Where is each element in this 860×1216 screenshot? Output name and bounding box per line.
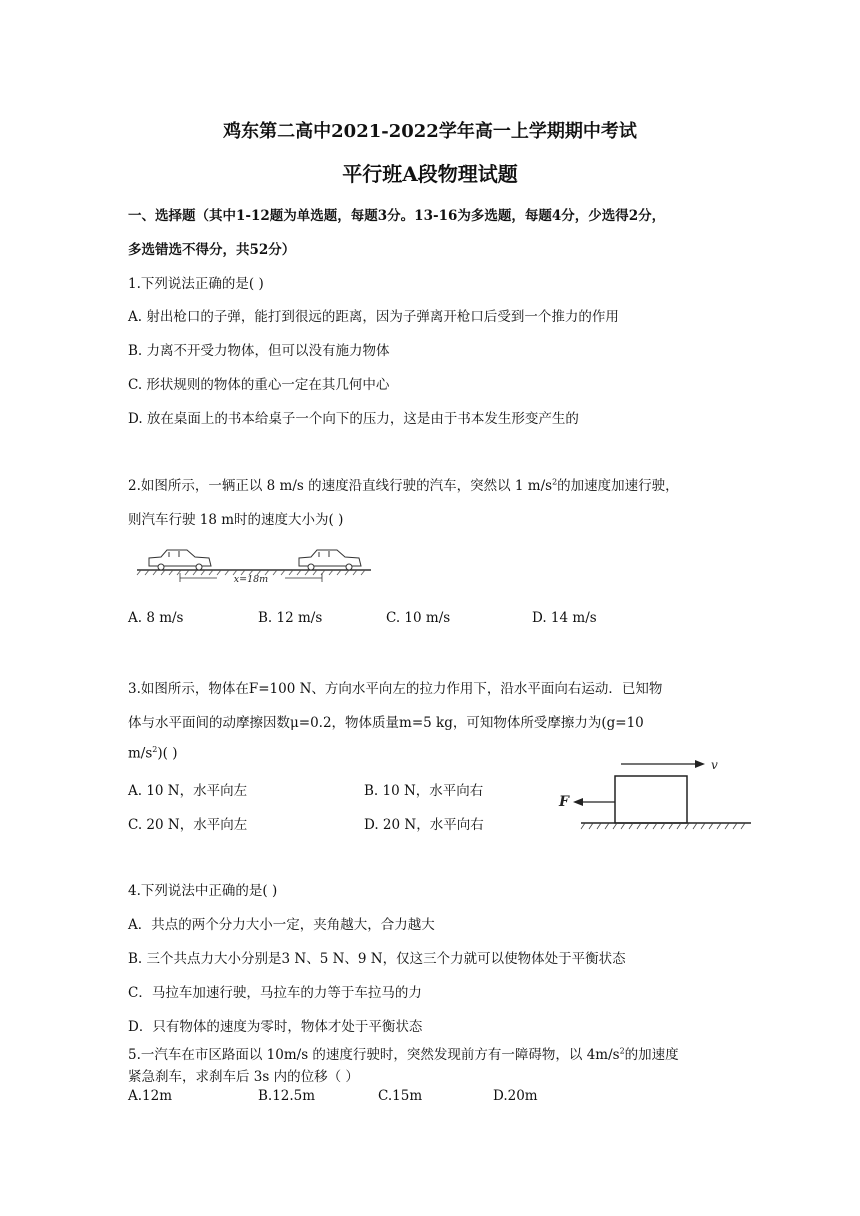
q2-stem-part1: 2.如图所示，一辆正以 8 m/s 的速度沿直线行驶的汽车，突然以 1 m/s [128,478,553,494]
q5-option-b: B.12.5m [258,1088,316,1104]
section-heading-line1: 一、选择题（其中1-12题为单选题，每题3分。13-16为多选题，每题4分，少选得2分， [128,208,666,224]
q2-stem-line2: 则汽车行驶 18 m时的速度大小为( ) [128,512,344,528]
q5-stem-line1 [128,1043,679,1063]
q2-stem-sup: 2 [552,477,558,487]
q4-option-c: C．马拉车加速行驶，马拉车的力等于车拉马的力 [128,985,422,1001]
q4-option-b: B. 三个共点力大小分别是3 N、5 N、9 N，仅这三个力就可以使物体处于平衡状态 [128,951,626,967]
block [615,776,687,823]
q1-option-a: A. 射出枪口的子弹，能打到很远的距离，因为子弹离开枪口后受到一个推力的作用 [128,309,619,325]
q4-option-a: A．共点的两个分力大小一定，夹角越大，合力越大 [128,917,435,933]
q5-stem-sup: 2 [619,1046,625,1056]
q4-option-d: D．只有物体的速度为零时，物体才处于平衡状态 [128,1019,423,1035]
q5-option-d: D.20m [493,1088,538,1104]
q2-option-a: A. 8 m/s [128,610,184,626]
q2-option-c: C. 10 m/s [386,610,451,626]
car-icon [149,550,211,570]
q3-block-figure [555,756,755,832]
q3-option-d: D. 20 N，水平向右 [364,817,484,833]
q3-figure-v: v [711,758,718,772]
q5-option-a: A.12m [128,1088,173,1104]
q1-option-b: B. 力离不开受力物体，但可以没有施力物体 [128,343,390,359]
q1-option-d: D. 放在桌面上的书本给桌子一个向下的压力，这是由于书本发生形变产生的 [128,411,579,427]
q2-option-d: D. 14 m/s [532,610,597,626]
q5-option-c: C.15m [378,1088,423,1104]
q5-stem-part1: 5.一汽车在市区路面以 10m/s 的速度行驶时，突然发现前方有一障碍物，以 4m/s [128,1047,620,1063]
q5-stem-line2: 紧急刹车，求刹车后 3s 内的位移（ ） [128,1069,359,1085]
q2-stem-line1 [128,474,679,494]
q3-stem-line2: 体与水平面间的动摩擦因数μ=0.2，物体质量m=5 kg，可知物体所受摩擦力为(g=10 [128,715,644,731]
q3-stem-line3 [128,745,177,762]
q4-stem: 4.下列说法中正确的是( ) [128,883,278,899]
car-icon [299,550,361,570]
q5-stem-part2: 的加速度 [624,1047,679,1063]
q3-option-b: B. 10 N，水平向右 [364,783,484,799]
q2-figure-label: x=18m [233,574,269,585]
q3-figure-F: F [559,794,569,810]
q2-stem-part2: 的加速度加速行驶， [557,478,679,494]
q3-stem3-sup: 2 [152,745,158,754]
section-heading-line2: 多选错选不得分，共52分） [128,242,296,258]
q3-stem-line1: 3.如图所示，物体在F=100 N、方向水平向左的拉力作用下，沿水平面向右运动．已知物 [128,681,663,697]
q1-stem: 1.下列说法正确的是( ) [128,276,264,292]
q3-option-a: A. 10 N，水平向左 [128,783,248,799]
q1-option-c: C. 形状规则的物体的重心一定在其几何中心 [128,377,390,393]
q3-stem3-part1: m/s [128,745,153,762]
q2-car-figure [135,540,375,588]
q2-option-b: B. 12 m/s [258,610,323,626]
page-title: 鸡东第二高中2021-2022学年高一上学期期中考试 [223,121,637,142]
q3-stem3-part2: )( ) [157,745,178,762]
page-subtitle: 平行班A段物理试题 [342,162,518,186]
q3-option-c: C. 20 N，水平向左 [128,817,248,833]
